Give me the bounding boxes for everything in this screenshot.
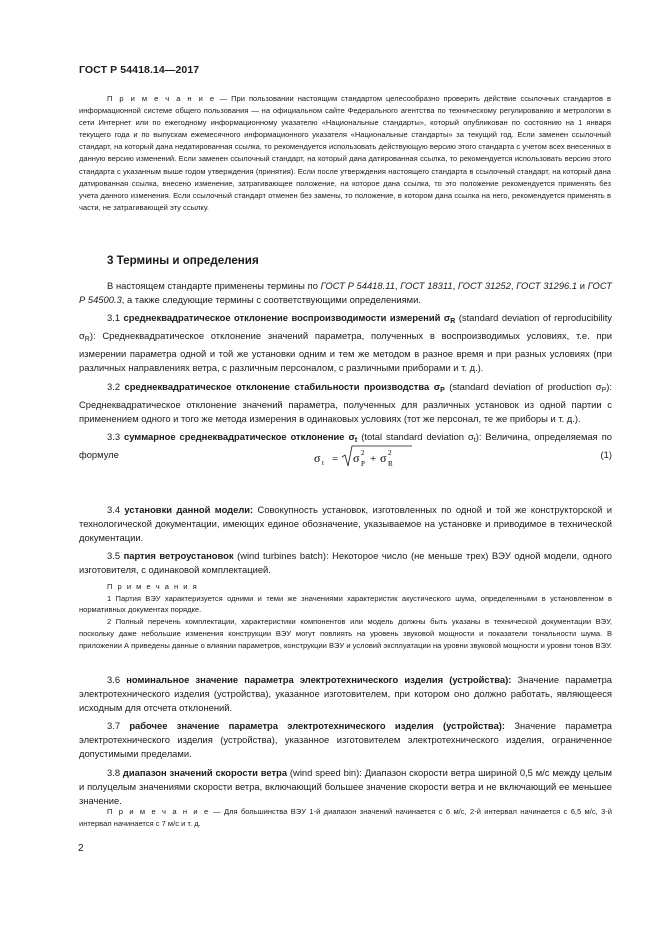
term-name: диапазон значений скорости ветра (122, 766, 288, 778)
term-3-4: 3.4 установки данной модели: Совокупность установок, изготовленных по одной и той же конструкторской и технологической документации, имеющих единое обозначение, указываемое на установке и приводимое в технической документации. (79, 504, 613, 544)
notes-label: П р и м е ч а н и я (107, 582, 199, 591)
ref-link: ГОСТ Р 54418.11 (320, 280, 395, 291)
ref-link: ГОСТ 31296.1 (516, 280, 578, 291)
section-title: 3 Термины и определения (107, 254, 259, 267)
term-name: номинальное значение параметра электротехнического изделия (устройства): (126, 674, 512, 685)
note-text: — Для большинства ВЭУ 1-й диапазон значений начинается с 6 м/с, 2-й интервал начинается с 6,5 м/с, 3-й интервал начинается с 7 м/с и т. д. (79, 807, 612, 828)
term-3-7: 3.7 рабочее значение параметра электротехнического изделия (устройства): Значение параметра электротехнического изделия (устройства), указанное изготовителем электротехнического изделия, ограниченное допустимыми пределами. (79, 720, 612, 760)
sigma-symbol: σ (380, 451, 387, 465)
formula-subscript: R (388, 460, 393, 468)
notes-3-5 (79, 581, 612, 651)
document-header: ГОСТ Р 54418.14—2017 (79, 64, 200, 76)
term-name: среднеквадратическое отклонение воспроизводимости измерений σ (123, 312, 451, 324)
note-label: П р и м е ч а н и е (107, 807, 210, 816)
term-name: установки данной модели: (124, 504, 254, 515)
sigma-symbol: σ (353, 451, 360, 465)
section-body-lower (79, 673, 612, 808)
term-3-1: 3.1 среднеквадратическое отклонение воспроизводимости измерений $\sigma_R$ (standard deviation of reproducibility $\sigma_R$): Среднеквадратическое отклонение значений параметра, полученных в воспроизводимых условиях, т.е. при измерении параметра одной и той же установки одним и тем же методом в разное время и при разных условиях (при различных направлениях ветра, с различным персоналом, с различными приборами и т. д.). (79, 312, 612, 374)
term-3-6: 3.6 номинальное значение параметра электротехнического изделия (устройства): Значение параметра электротехнического изделия (устройства), указанное изготовителем, при котором оно должно работать, являющееся исходным для отсчета отклонений. (79, 674, 612, 714)
formula-expression (312, 444, 462, 470)
formula-1 (79, 441, 612, 471)
sigma-symbol: σ (314, 451, 321, 465)
ref-link: ГОСТ Р 54500.3 (79, 280, 612, 306)
formula-subscript: t (322, 459, 324, 467)
section-body-middle (79, 503, 612, 577)
plus-sign: + (370, 453, 377, 465)
term-name: суммарное среднеквадратическое отклонение σ (124, 430, 355, 442)
note-item: 2 Полный перечень комплектации, характеристики компонентов или модель должны быть указаны в технической документации ВЭУ, поскольку даже небольшие изменения конструкции ВЭУ могут повлиять на уровень звуковой мощности и показатели тональности шума. В приложении А приведены данные о влиянии параметров, конструкции ВЭУ и условий эксплуатации на уровни звуковой мощности и уровни тонов ВЭУ. (79, 617, 612, 650)
term-name: партия ветроустановок (123, 550, 234, 562)
section-body-upper (79, 279, 612, 462)
section-intro: В настоящем стандарте применены термины по ГОСТ Р 54418.11, ГОСТ 18311, ГОСТ 31252, ГОСТ 31296.1 и ГОСТ Р 54500.3, а также следующие термины с соответствующими определениями. (79, 280, 612, 306)
reference-note (79, 93, 611, 214)
term-name: среднеквадратическое отклонение стабильности производства σ (124, 380, 441, 392)
page-number: 2 (78, 843, 84, 854)
note-label: П р и м е ч а н и е (107, 94, 216, 103)
formula-superscript: 2 (361, 449, 365, 457)
term-3-2: 3.2 среднеквадратическое отклонение стабильности производства $\sigma_P$ (standard deviation of production $\sigma_P$): Среднеквадратическое отклонение значений параметра, полученных для различных установок из одной партии с применением одного и того же метода измерения в одинаковых условиях (тот же персонал, те же приборы и т. д.). (79, 380, 612, 424)
equals-sign: = (332, 453, 339, 465)
equation-number: (1) (600, 449, 612, 460)
term-3-5: 3.5 партия ветроустановок (wind turbines batch): Некоторое число (не меньше трех) ВЭУ одной модели, одного изготовителя, с одинаковой комплектацией. (79, 550, 613, 576)
note-3-8 (79, 806, 612, 829)
ref-link: ГОСТ 31252 (457, 280, 511, 291)
ref-link: ГОСТ 18311 (400, 280, 453, 291)
formula-superscript: 2 (388, 449, 392, 457)
term-name: рабочее значение параметра электротехнического изделия (устройства): (129, 720, 506, 732)
note-text: — При пользовании настоящим стандартом целесообразно проверить действие ссылочных стандартов в информационной системе общего пользования — на официальном сайте Федерального агентства по техническому регулированию и метрологии в сети Интернет или по ежегодному информационному указателю «Национальные стандарты», который опубликован по состоянию на 1 января текущего года и по выпускам ежемесячного информационного указателя «Национальные стандарты» за текущий год. Если заменен ссылочный стандарт, на который дана недатированная ссылка, то рекомендуется использовать действующую версию этого стандарта с учетом всех внесенных в данную версию изменений. Если заменен ссылочный стандарт, на который дана датированная ссылка, то рекомендуется использовать версию этого стандарта с указанным выше годом утверждения (принятия). Если после утверждения настоящего стандарта в ссылочный стандарт, на который дана датированная ссылка, внесено изменение, затрагивающее положение, на которое дана ссылка, то это положение рекомендуется применять без учета данного изменения. Если ссылочный стандарт отменен без замены, то положение, в котором дана ссылка на него, рекомендуется применять в части, не затрагивающей эту ссылку. (79, 94, 611, 212)
formula-subscript: P (361, 460, 365, 468)
term-3-8: 3.8 диапазон значений скорости ветра (wind speed bin): Диапазон скорости ветра шириной 0,5 м/с между целым и полуцелым значениями скорости ветра, включающий большее значение скорости ветра и не включающий ее меньшее значение. (79, 766, 612, 806)
note-item: 1 Партия ВЭУ характеризуется одними и теми же значениями характеристик акустического шума, определенными в установленном в нормативных документах порядке. (79, 593, 612, 615)
term-3-3: 3.3 суммарное среднеквадратическое отклонение $\sigma_t$ (total standard deviation $\sigma_t$): Величина, определяемая по формуле (79, 430, 612, 460)
